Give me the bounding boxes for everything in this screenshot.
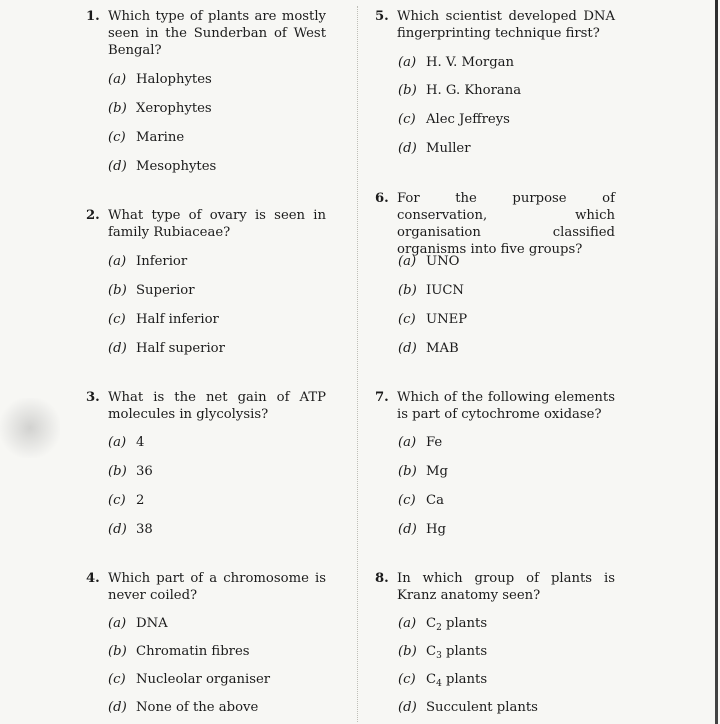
option-a: (a) UNO [398,254,460,269]
question-number: 8. [375,571,389,586]
question-number: 4. [86,571,100,586]
question-3 [86,389,326,423]
question-5 [375,8,615,42]
option-b: (b) Mg [398,464,448,479]
option-b: (b) $C_3$ plants [398,644,488,661]
option-d: (d) Muller [398,141,471,156]
option-d: (d) Hg [398,522,446,537]
question-text: Which type of plants are mostly seen in the Sunderban of West Bengal? [108,9,326,58]
question-4 [86,570,326,604]
question-number: 2. [86,208,100,223]
option-d: (d) 38 [108,522,153,537]
option-d: (d) MAB [398,341,459,356]
question-text: What is the net gain of ATP molecules in glycolysis? [108,390,326,422]
question-6 [375,190,615,258]
option-c: (c) Alec Jeffreys [398,112,510,127]
option-c: (c) UNEP [398,312,468,327]
question-number: 1. [86,9,100,24]
option-a: (a) Inferior [108,254,188,269]
question-number: 5. [375,9,389,24]
option-d: (d) Mesophytes [108,159,217,174]
question-text: What type of ovary is seen in family Rubiaceae? [108,208,326,240]
column-divider [357,6,358,722]
option-c: (c) Ca [398,493,444,508]
option-a: (a) 4 [108,435,145,450]
option-b: (b) H. G. Khorana [398,83,522,98]
question-2 [86,207,326,241]
page-edge [715,0,718,724]
option-a: (a) Halophytes [108,72,212,87]
option-b: (b) 36 [108,464,153,479]
option-c: (c) Marine [108,130,185,145]
question-text: Which part of a chromosome is never coiled? [108,571,326,603]
option-d: (d) Half superior [108,341,225,356]
option-a: (a) Fe [398,435,443,450]
option-a: (a) DNA [108,616,168,631]
option-c: (c) Nucleolar organiser [108,672,271,687]
option-b: (b) Chromatin fibres [108,644,250,659]
option-d: (d) Succulent plants [398,700,538,715]
question-text: For the purpose of conservation, which organisation classified organisms into five groups? [397,191,615,257]
option-b: (b) Superior [108,283,195,298]
option-c: (c) $C_4$ plants [398,672,488,689]
question-text: Which of the following elements is part of cytochrome oxidase? [397,390,615,422]
question-text: Which scientist developed DNA fingerprinting technique first? [397,9,615,41]
scan-smudge [0,398,60,458]
option-b: (b) IUCN [398,283,464,298]
question-number: 7. [375,390,389,405]
option-b: (b) Xerophytes [108,101,212,116]
question-7 [375,389,615,423]
option-a: (a) $C_2$ plants [398,616,488,633]
question-number: 3. [86,390,100,405]
option-c: (c) Half inferior [108,312,219,327]
question-number: 6. [375,191,389,206]
question-8 [375,570,615,604]
question-text: In which group of plants is Kranz anatomy seen? [397,571,615,603]
question-1 [86,8,326,59]
option-d: (d) None of the above [108,700,259,715]
option-a: (a) H. V. Morgan [398,55,515,70]
option-c: (c) 2 [108,493,145,508]
